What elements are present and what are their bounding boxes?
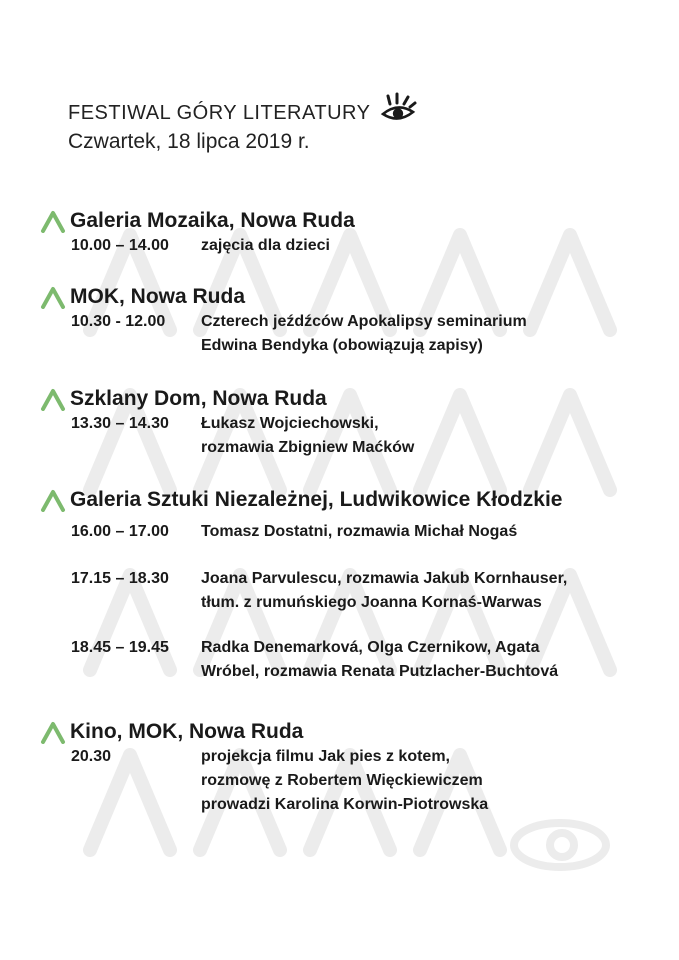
event-description <box>201 567 567 615</box>
event-time: 17.15 – 18.30 <box>71 570 169 587</box>
venue-name: Szklany Dom, Nowa Ruda <box>70 387 327 410</box>
chevron-up-icon <box>40 285 66 309</box>
venue-name: Galeria Sztuki Niezależnej, Ludwikowice Kłodzkie <box>70 488 563 511</box>
venue-section <box>40 383 660 460</box>
header <box>68 100 418 154</box>
venue-name: Kino, MOK, Nowa Ruda <box>70 720 304 743</box>
event-row <box>71 745 660 817</box>
venue-heading <box>40 281 660 309</box>
event-description <box>201 745 488 817</box>
festival-date: Czwartek, 18 lipca 2019 r. <box>68 130 310 153</box>
event-time: 13.30 – 14.30 <box>71 415 169 432</box>
event-line: Łukasz Wojciechowski, <box>201 415 379 432</box>
venue-heading <box>40 484 660 512</box>
event-time: 20.30 <box>71 748 112 765</box>
title-row <box>68 100 418 126</box>
venue-section <box>40 281 660 358</box>
venue-section <box>40 205 660 258</box>
event-row <box>71 520 660 544</box>
event-line: prowadzi Karolina Korwin-Piotrowska <box>201 796 489 813</box>
venue-section <box>40 484 660 684</box>
event-description <box>201 636 558 684</box>
event-row <box>71 234 660 258</box>
eye-icon <box>380 92 418 126</box>
event-time: 10.30 - 12.00 <box>71 313 166 330</box>
event-line: Edwina Bendyka (obowiązują zapisy) <box>201 337 483 354</box>
event-line: Joana Parvulescu, rozmawia Jakub Kornhauser, <box>201 570 568 587</box>
event-line: projekcja filmu Jak pies z kotem, <box>201 748 450 765</box>
event-line: tłum. z rumuńskiego Joanna Kornaś-Warwas <box>201 594 542 611</box>
event-description <box>201 520 517 544</box>
event-time: 18.45 – 19.45 <box>71 639 169 656</box>
event-row <box>71 567 660 615</box>
chevron-up-icon <box>40 387 66 411</box>
venue-name: MOK, Nowa Ruda <box>70 285 246 308</box>
chevron-up-icon <box>40 720 66 744</box>
event-description <box>201 412 414 460</box>
event-row <box>71 310 660 358</box>
event-line: Tomasz Dostatni, rozmawia Michał Nogaś <box>201 523 518 540</box>
event-time: 16.00 – 17.00 <box>71 523 169 540</box>
event-line: zajęcia dla dzieci <box>201 237 330 254</box>
event-line: Radka Denemarková, Olga Czernikow, Agata <box>201 639 540 656</box>
event-description <box>201 234 330 258</box>
venue-name: Galeria Mozaika, Nowa Ruda <box>70 209 355 232</box>
venue-heading <box>40 383 660 411</box>
event-line: Wróbel, rozmawia Renata Putzlacher-Buchtová <box>201 663 559 680</box>
event-description <box>201 310 527 358</box>
venue-heading <box>40 716 660 744</box>
event-line: rozmawia Zbigniew Maćków <box>201 439 415 456</box>
venue-section <box>40 716 660 817</box>
chevron-up-icon <box>40 209 66 233</box>
event-line: rozmowę z Robertem Więckiewiczem <box>201 772 483 789</box>
event-line: Czterech jeźdźców Apokalipsy seminarium <box>201 313 527 330</box>
event-time: 10.00 – 14.00 <box>71 237 169 254</box>
event-row <box>71 412 660 460</box>
venue-heading <box>40 205 660 233</box>
chevron-up-icon <box>40 488 66 512</box>
event-row <box>71 636 660 684</box>
festival-title: FESTIWAL GÓRY LITERATURY <box>68 101 371 124</box>
